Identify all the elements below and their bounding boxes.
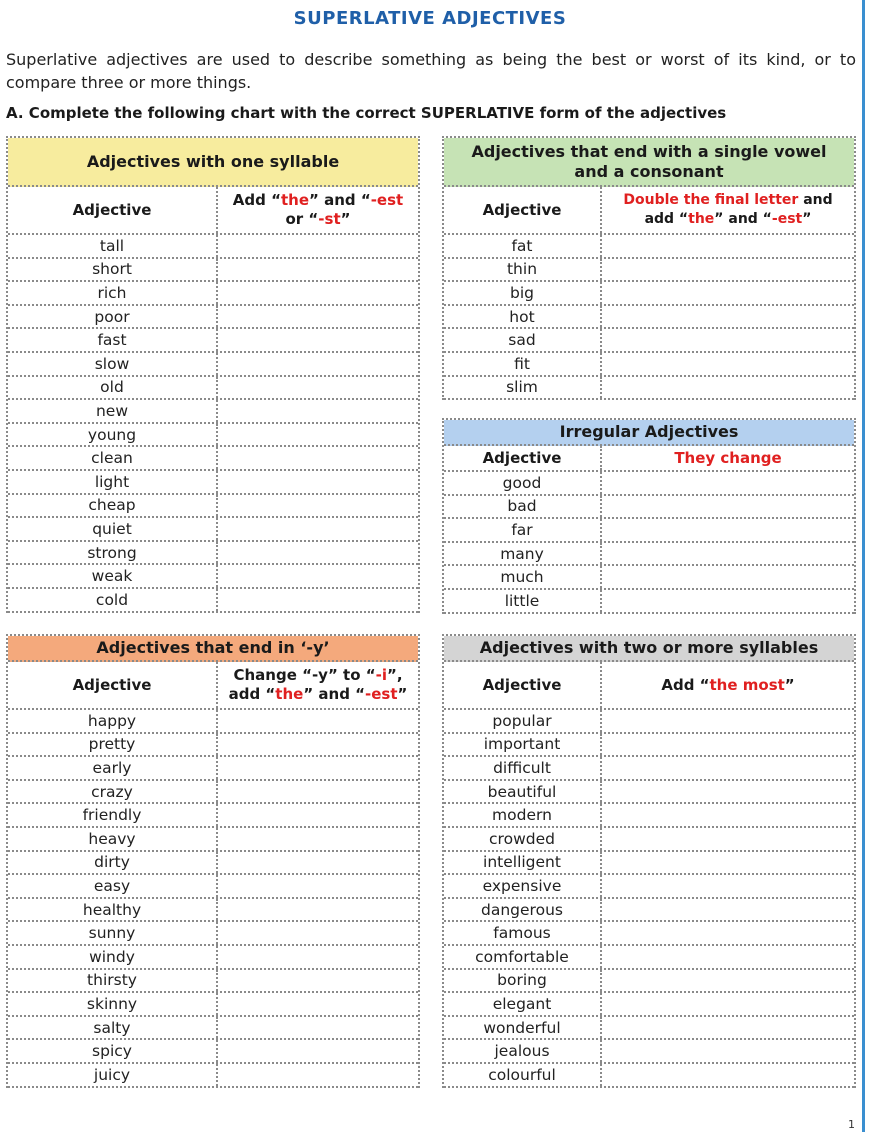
answer-blank[interactable]	[602, 1017, 854, 1039]
table-row	[444, 543, 854, 567]
answer-blank[interactable]	[218, 589, 418, 611]
table-row	[8, 828, 418, 852]
table-row	[444, 235, 854, 259]
table-row	[444, 804, 854, 828]
table-vowel-consonant	[442, 136, 856, 400]
adjective-cell: heavy	[8, 828, 218, 850]
answer-blank[interactable]	[218, 993, 418, 1015]
answer-blank[interactable]	[218, 757, 418, 779]
answer-blank[interactable]	[218, 518, 418, 540]
answer-blank[interactable]	[602, 329, 854, 351]
adjective-cell: early	[8, 757, 218, 779]
answer-blank[interactable]	[602, 899, 854, 921]
answer-blank[interactable]	[602, 566, 854, 588]
table-row	[8, 1040, 418, 1064]
answer-blank[interactable]	[602, 259, 854, 281]
table-row	[8, 259, 418, 283]
adjective-cell: famous	[444, 922, 602, 944]
answer-blank[interactable]	[218, 495, 418, 517]
table-row	[8, 565, 418, 589]
adjective-cell: colourful	[444, 1064, 602, 1086]
answer-blank[interactable]	[218, 804, 418, 826]
answer-blank[interactable]	[218, 282, 418, 304]
table-row	[444, 993, 854, 1017]
table-row	[8, 734, 418, 758]
answer-blank[interactable]	[602, 875, 854, 897]
answer-blank[interactable]	[218, 970, 418, 992]
adjective-cell: cold	[8, 589, 218, 611]
answer-blank[interactable]	[218, 353, 418, 375]
table-row	[8, 471, 418, 495]
answer-blank[interactable]	[218, 710, 418, 732]
end-in-y-heading: Adjectives that end in ‘-y’	[8, 636, 418, 662]
adjective-cell: clean	[8, 447, 218, 469]
answer-blank[interactable]	[602, 1040, 854, 1062]
table-row	[8, 447, 418, 471]
adjective-cell: fit	[444, 353, 602, 375]
table-row	[444, 1017, 854, 1041]
table-row	[444, 828, 854, 852]
intro-paragraph: Superlative adjectives are used to describe something as being the best or worst of its kind, or to compare three or more things.	[6, 50, 856, 92]
vowel-consonant-rows	[444, 235, 854, 400]
adjective-cell: big	[444, 282, 602, 304]
answer-blank[interactable]	[218, 875, 418, 897]
answer-blank[interactable]	[602, 306, 854, 328]
answer-blank[interactable]	[602, 852, 854, 874]
adjective-cell: crazy	[8, 781, 218, 803]
end-in-y-col-head	[8, 662, 418, 710]
end-in-y-rows	[8, 710, 418, 1088]
two-syllables-rows	[444, 710, 854, 1088]
table-row	[444, 1040, 854, 1064]
table-row	[444, 377, 854, 401]
table-row	[8, 377, 418, 401]
one-syllable-col1: Adjective	[8, 187, 218, 233]
table-row	[8, 542, 418, 566]
adjective-cell: beautiful	[444, 781, 602, 803]
table-row	[8, 804, 418, 828]
adjective-cell: strong	[8, 542, 218, 564]
table-row	[444, 306, 854, 330]
table-row	[8, 329, 418, 353]
adjective-cell: good	[444, 472, 602, 494]
table-row	[8, 518, 418, 542]
adjective-cell: many	[444, 543, 602, 565]
answer-blank[interactable]	[602, 922, 854, 944]
answer-blank[interactable]	[602, 590, 854, 612]
answer-blank[interactable]	[602, 472, 854, 494]
answer-blank[interactable]	[218, 781, 418, 803]
table-row	[444, 922, 854, 946]
answer-blank[interactable]	[602, 970, 854, 992]
one-syllable-col2: Add “the” and “-est or “-st”	[232, 191, 404, 228]
answer-blank[interactable]	[602, 519, 854, 541]
table-row	[8, 781, 418, 805]
one-syllable-rows	[8, 235, 418, 613]
table-row	[444, 970, 854, 994]
answer-blank[interactable]	[602, 757, 854, 779]
answer-blank[interactable]	[218, 565, 418, 587]
answer-blank[interactable]	[218, 377, 418, 399]
table-row	[8, 589, 418, 613]
adjective-cell: quiet	[8, 518, 218, 540]
irregular-col2: They change	[674, 448, 782, 467]
answer-blank[interactable]	[218, 946, 418, 968]
adjective-cell: spicy	[8, 1040, 218, 1062]
answer-blank[interactable]	[218, 828, 418, 850]
adjective-cell: salty	[8, 1017, 218, 1039]
answer-blank[interactable]	[218, 259, 418, 281]
answer-blank[interactable]	[218, 1017, 418, 1039]
answer-blank[interactable]	[602, 282, 854, 304]
adjective-cell: light	[8, 471, 218, 493]
adjective-cell: dirty	[8, 852, 218, 874]
adjective-cell: sad	[444, 329, 602, 351]
table-row	[8, 922, 418, 946]
answer-blank[interactable]	[602, 804, 854, 826]
vowel-consonant-col1: Adjective	[444, 187, 602, 233]
adjective-cell: thirsty	[8, 970, 218, 992]
adjective-cell: comfortable	[444, 946, 602, 968]
answer-blank[interactable]	[602, 496, 854, 518]
irregular-col-head	[444, 446, 854, 472]
table-row	[444, 590, 854, 614]
answer-blank[interactable]	[218, 852, 418, 874]
answer-blank[interactable]	[218, 922, 418, 944]
table-row	[8, 235, 418, 259]
table-row	[444, 282, 854, 306]
adjective-cell: weak	[8, 565, 218, 587]
vowel-consonant-col-head	[444, 187, 854, 235]
adjective-cell: tall	[8, 235, 218, 257]
answer-blank[interactable]	[218, 734, 418, 756]
answer-blank[interactable]	[602, 710, 854, 732]
table-row	[444, 899, 854, 923]
answer-blank[interactable]	[218, 471, 418, 493]
answer-blank[interactable]	[602, 543, 854, 565]
one-syllable-heading: Adjectives with one syllable	[8, 138, 418, 187]
table-row	[8, 495, 418, 519]
adjective-cell: hot	[444, 306, 602, 328]
answer-blank[interactable]	[218, 329, 418, 351]
adjective-cell: wonderful	[444, 1017, 602, 1039]
answer-blank[interactable]	[602, 235, 854, 257]
adjective-cell: new	[8, 400, 218, 422]
adjective-cell: boring	[444, 970, 602, 992]
adjective-cell: far	[444, 519, 602, 541]
adjective-cell: little	[444, 590, 602, 612]
vowel-consonant-col2: Double the final letter and add “the” and “-est”	[623, 192, 833, 227]
answer-blank[interactable]	[218, 1064, 418, 1086]
table-row	[8, 1064, 418, 1088]
adjective-cell: modern	[444, 804, 602, 826]
table-row	[8, 400, 418, 424]
answer-blank[interactable]	[602, 781, 854, 803]
adjective-cell: friendly	[8, 804, 218, 826]
adjective-cell: crowded	[444, 828, 602, 850]
table-row	[8, 282, 418, 306]
table-row	[8, 1017, 418, 1041]
answer-blank[interactable]	[218, 424, 418, 446]
adjective-cell: rich	[8, 282, 218, 304]
table-two-syllables	[442, 634, 856, 1088]
answer-blank[interactable]	[218, 306, 418, 328]
table-row	[444, 757, 854, 781]
one-syllable-col-head	[8, 187, 418, 235]
adjective-cell: intelligent	[444, 852, 602, 874]
table-row	[444, 710, 854, 734]
adjective-cell: bad	[444, 496, 602, 518]
answer-blank[interactable]	[602, 828, 854, 850]
irregular-rows	[444, 472, 854, 614]
adjective-cell: much	[444, 566, 602, 588]
adjective-cell: old	[8, 377, 218, 399]
two-syllables-heading: Adjectives with two or more syllables	[444, 636, 854, 662]
answer-blank[interactable]	[218, 447, 418, 469]
instruction-text: A. Complete the following chart with the correct SUPERLATIVE form of the adjectives	[6, 104, 727, 122]
end-in-y-col1: Adjective	[8, 662, 218, 708]
table-row	[444, 353, 854, 377]
table-row	[8, 306, 418, 330]
irregular-col1: Adjective	[444, 446, 602, 470]
page-title: SUPERLATIVE ADJECTIVES	[293, 8, 567, 29]
adjective-cell: poor	[8, 306, 218, 328]
page-edge-rule	[862, 0, 865, 1132]
adjective-cell: dangerous	[444, 899, 602, 921]
table-row	[444, 946, 854, 970]
table-row	[444, 875, 854, 899]
adjective-cell: happy	[8, 710, 218, 732]
adjective-cell: easy	[8, 875, 218, 897]
two-syllables-col2: Add “the most”	[661, 675, 795, 694]
table-row	[8, 993, 418, 1017]
adjective-cell: short	[8, 259, 218, 281]
adjective-cell: windy	[8, 946, 218, 968]
table-row	[444, 519, 854, 543]
adjective-cell: skinny	[8, 993, 218, 1015]
table-one-syllable	[6, 136, 420, 613]
adjective-cell: slim	[444, 377, 602, 399]
table-end-in-y	[6, 634, 420, 1088]
adjective-cell: cheap	[8, 495, 218, 517]
adjective-cell: important	[444, 734, 602, 756]
table-row	[8, 875, 418, 899]
page-number: 1	[848, 1118, 855, 1131]
adjective-cell: difficult	[444, 757, 602, 779]
two-syllables-col1: Adjective	[444, 662, 602, 708]
adjective-cell: jealous	[444, 1040, 602, 1062]
adjective-cell: thin	[444, 259, 602, 281]
table-row	[8, 353, 418, 377]
answer-blank[interactable]	[218, 899, 418, 921]
adjective-cell: fat	[444, 235, 602, 257]
answer-blank[interactable]	[602, 734, 854, 756]
table-row	[444, 329, 854, 353]
answer-blank[interactable]	[218, 400, 418, 422]
two-syllables-col-head	[444, 662, 854, 710]
adjective-cell: slow	[8, 353, 218, 375]
table-row	[8, 424, 418, 448]
table-row	[8, 970, 418, 994]
table-row	[444, 472, 854, 496]
adjective-cell: juicy	[8, 1064, 218, 1086]
adjective-cell: popular	[444, 710, 602, 732]
answer-blank[interactable]	[602, 1064, 854, 1086]
table-row	[8, 710, 418, 734]
answer-blank[interactable]	[218, 1040, 418, 1062]
table-row	[444, 734, 854, 758]
table-row	[8, 946, 418, 970]
end-in-y-col2: Change “-y” to “-i”, add “the” and “-est”	[228, 666, 408, 703]
adjective-cell: fast	[8, 329, 218, 351]
answer-blank[interactable]	[218, 235, 418, 257]
adjective-cell: sunny	[8, 922, 218, 944]
answer-blank[interactable]	[602, 353, 854, 375]
adjective-cell: expensive	[444, 875, 602, 897]
table-row	[444, 259, 854, 283]
answer-blank[interactable]	[602, 377, 854, 399]
table-row	[8, 852, 418, 876]
vowel-consonant-heading: Adjectives that end with a single vowel and a consonant	[444, 138, 854, 187]
adjective-cell: young	[8, 424, 218, 446]
table-row	[444, 781, 854, 805]
table-irregular	[442, 418, 856, 614]
table-row	[8, 757, 418, 781]
table-row	[444, 1064, 854, 1088]
answer-blank[interactable]	[218, 542, 418, 564]
answer-blank[interactable]	[602, 946, 854, 968]
adjective-cell: healthy	[8, 899, 218, 921]
adjective-cell: elegant	[444, 993, 602, 1015]
adjective-cell: pretty	[8, 734, 218, 756]
table-row	[444, 496, 854, 520]
table-row	[8, 899, 418, 923]
answer-blank[interactable]	[602, 993, 854, 1015]
irregular-heading: Irregular Adjectives	[444, 420, 854, 446]
table-row	[444, 852, 854, 876]
table-row	[444, 566, 854, 590]
